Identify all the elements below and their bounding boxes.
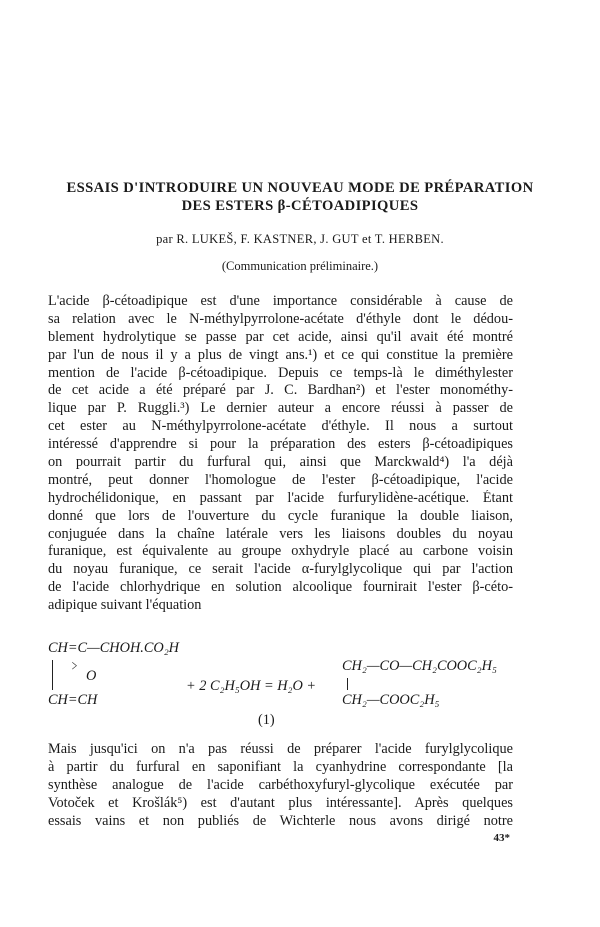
text-line: conjuguée dans la chaîne latérale vers les liaisons doubles du noyau	[48, 525, 513, 542]
text-line: montré, peut donner l'homologue de l'ester β-cétoadipique, l'acide	[48, 471, 513, 488]
formula-right-bottom: CH₂—COOC₂H₅	[342, 692, 440, 708]
text-line: à partir du furfural en saponifiant la cyanhydrine correspondante [la	[48, 758, 513, 775]
ring-bracket: >	[71, 658, 78, 675]
text-line: cet ester au N-méthylpyrrolone-acétate d'éthyle. Il nous a surtout	[48, 418, 513, 435]
text-line: lique par P. Ruggli.³) Le dernier auteur a encore réussi à passer de	[48, 400, 513, 417]
text-line: mention de l'acide β-cétoadipique. Depuis ce temps-là le diméthylester	[48, 364, 513, 381]
text-line: de cet acide a été préparé par J. C. Bardhan²) et l'ester monométhy-	[48, 382, 513, 399]
communication-note: (Communication préliminaire.)	[221, 259, 379, 273]
right-bond	[347, 678, 348, 690]
text-line: L'acide β-cétoadipique est d'une importance considérable à cause de	[48, 293, 513, 309]
text-line: du noyau furanique, ce serait l'acide α-furylglycolique qui par l'action	[48, 561, 513, 578]
text-line: adipique suivant l'équation	[48, 597, 202, 614]
equation-number: (1)	[258, 712, 275, 728]
title-line-2: DES ESTERS β-CÉTOADIPIQUES	[181, 198, 419, 214]
text-line: Votoček et Krošlák⁵) est d'autant plus intéressante]. Après quelques	[48, 794, 513, 811]
formula-left-bottom: CH=CH	[48, 692, 98, 708]
text-line: Mais jusqu'ici on n'a pas réussi de préparer l'acide furylglycolique	[48, 741, 513, 757]
chemical-equation	[48, 640, 518, 730]
formula-right-top: CH₂—CO—CH₂COOC₂H₅	[342, 658, 497, 674]
formula-middle: + 2 C₂H₅OH = H₂O +	[186, 678, 317, 694]
paragraph-1	[48, 293, 513, 615]
text-line: de l'acide chlorhydrique en solution alcoolique fournirait l'ester β-céto-	[48, 579, 513, 596]
text-line: par l'un de nous il y a plus de vingt ans.¹) et ce qui constitue la première	[48, 346, 513, 363]
formula-left-top: CH=C—CHOH.CO₂H	[48, 640, 179, 656]
text-line: synthèse analogue de l'acide carbéthoxyfuryl-glycolique exécutée par	[48, 776, 513, 793]
ring-bond-left	[52, 660, 53, 690]
text-line: blement hydrolytique se passe par cet acide, ainsi qu'il avait été montré	[48, 328, 513, 345]
title-line-1: ESSAIS D'INTRODUIRE UN NOUVEAU MODE DE PRÉPARATION	[66, 180, 534, 196]
formula-ring-oxygen: O	[86, 668, 97, 684]
text-line: furanique, est équivalente au groupe oxhydryle placé au carbone voisin	[48, 543, 513, 560]
text-line: donné que lors de l'ouverture du cycle furanique la double liaison,	[48, 507, 513, 524]
authors-line: par R. LUKEŠ, F. KASTNER, J. GUT et T. HERBEN.	[156, 232, 444, 246]
page-number: 43*	[493, 832, 510, 844]
paragraph-2	[48, 741, 513, 830]
text-line: hydrochélidonique, en passant par l'acide furfurylidène-acétique. Étant	[48, 489, 513, 506]
text-line: sa relation avec le N-méthylpyrrolone-acétate d'éthyle dont le dédou-	[48, 310, 513, 327]
text-line: essais vains et non publiés de Wichterle nous avons dirigé notre	[48, 812, 513, 829]
text-line: intéressé d'apprendre si pour la préparation des esters β-cétoadipiques	[48, 436, 513, 453]
text-line: on pourrait partir du furfural qui, ainsi que Marckwald⁴) l'a déjà	[48, 454, 513, 471]
